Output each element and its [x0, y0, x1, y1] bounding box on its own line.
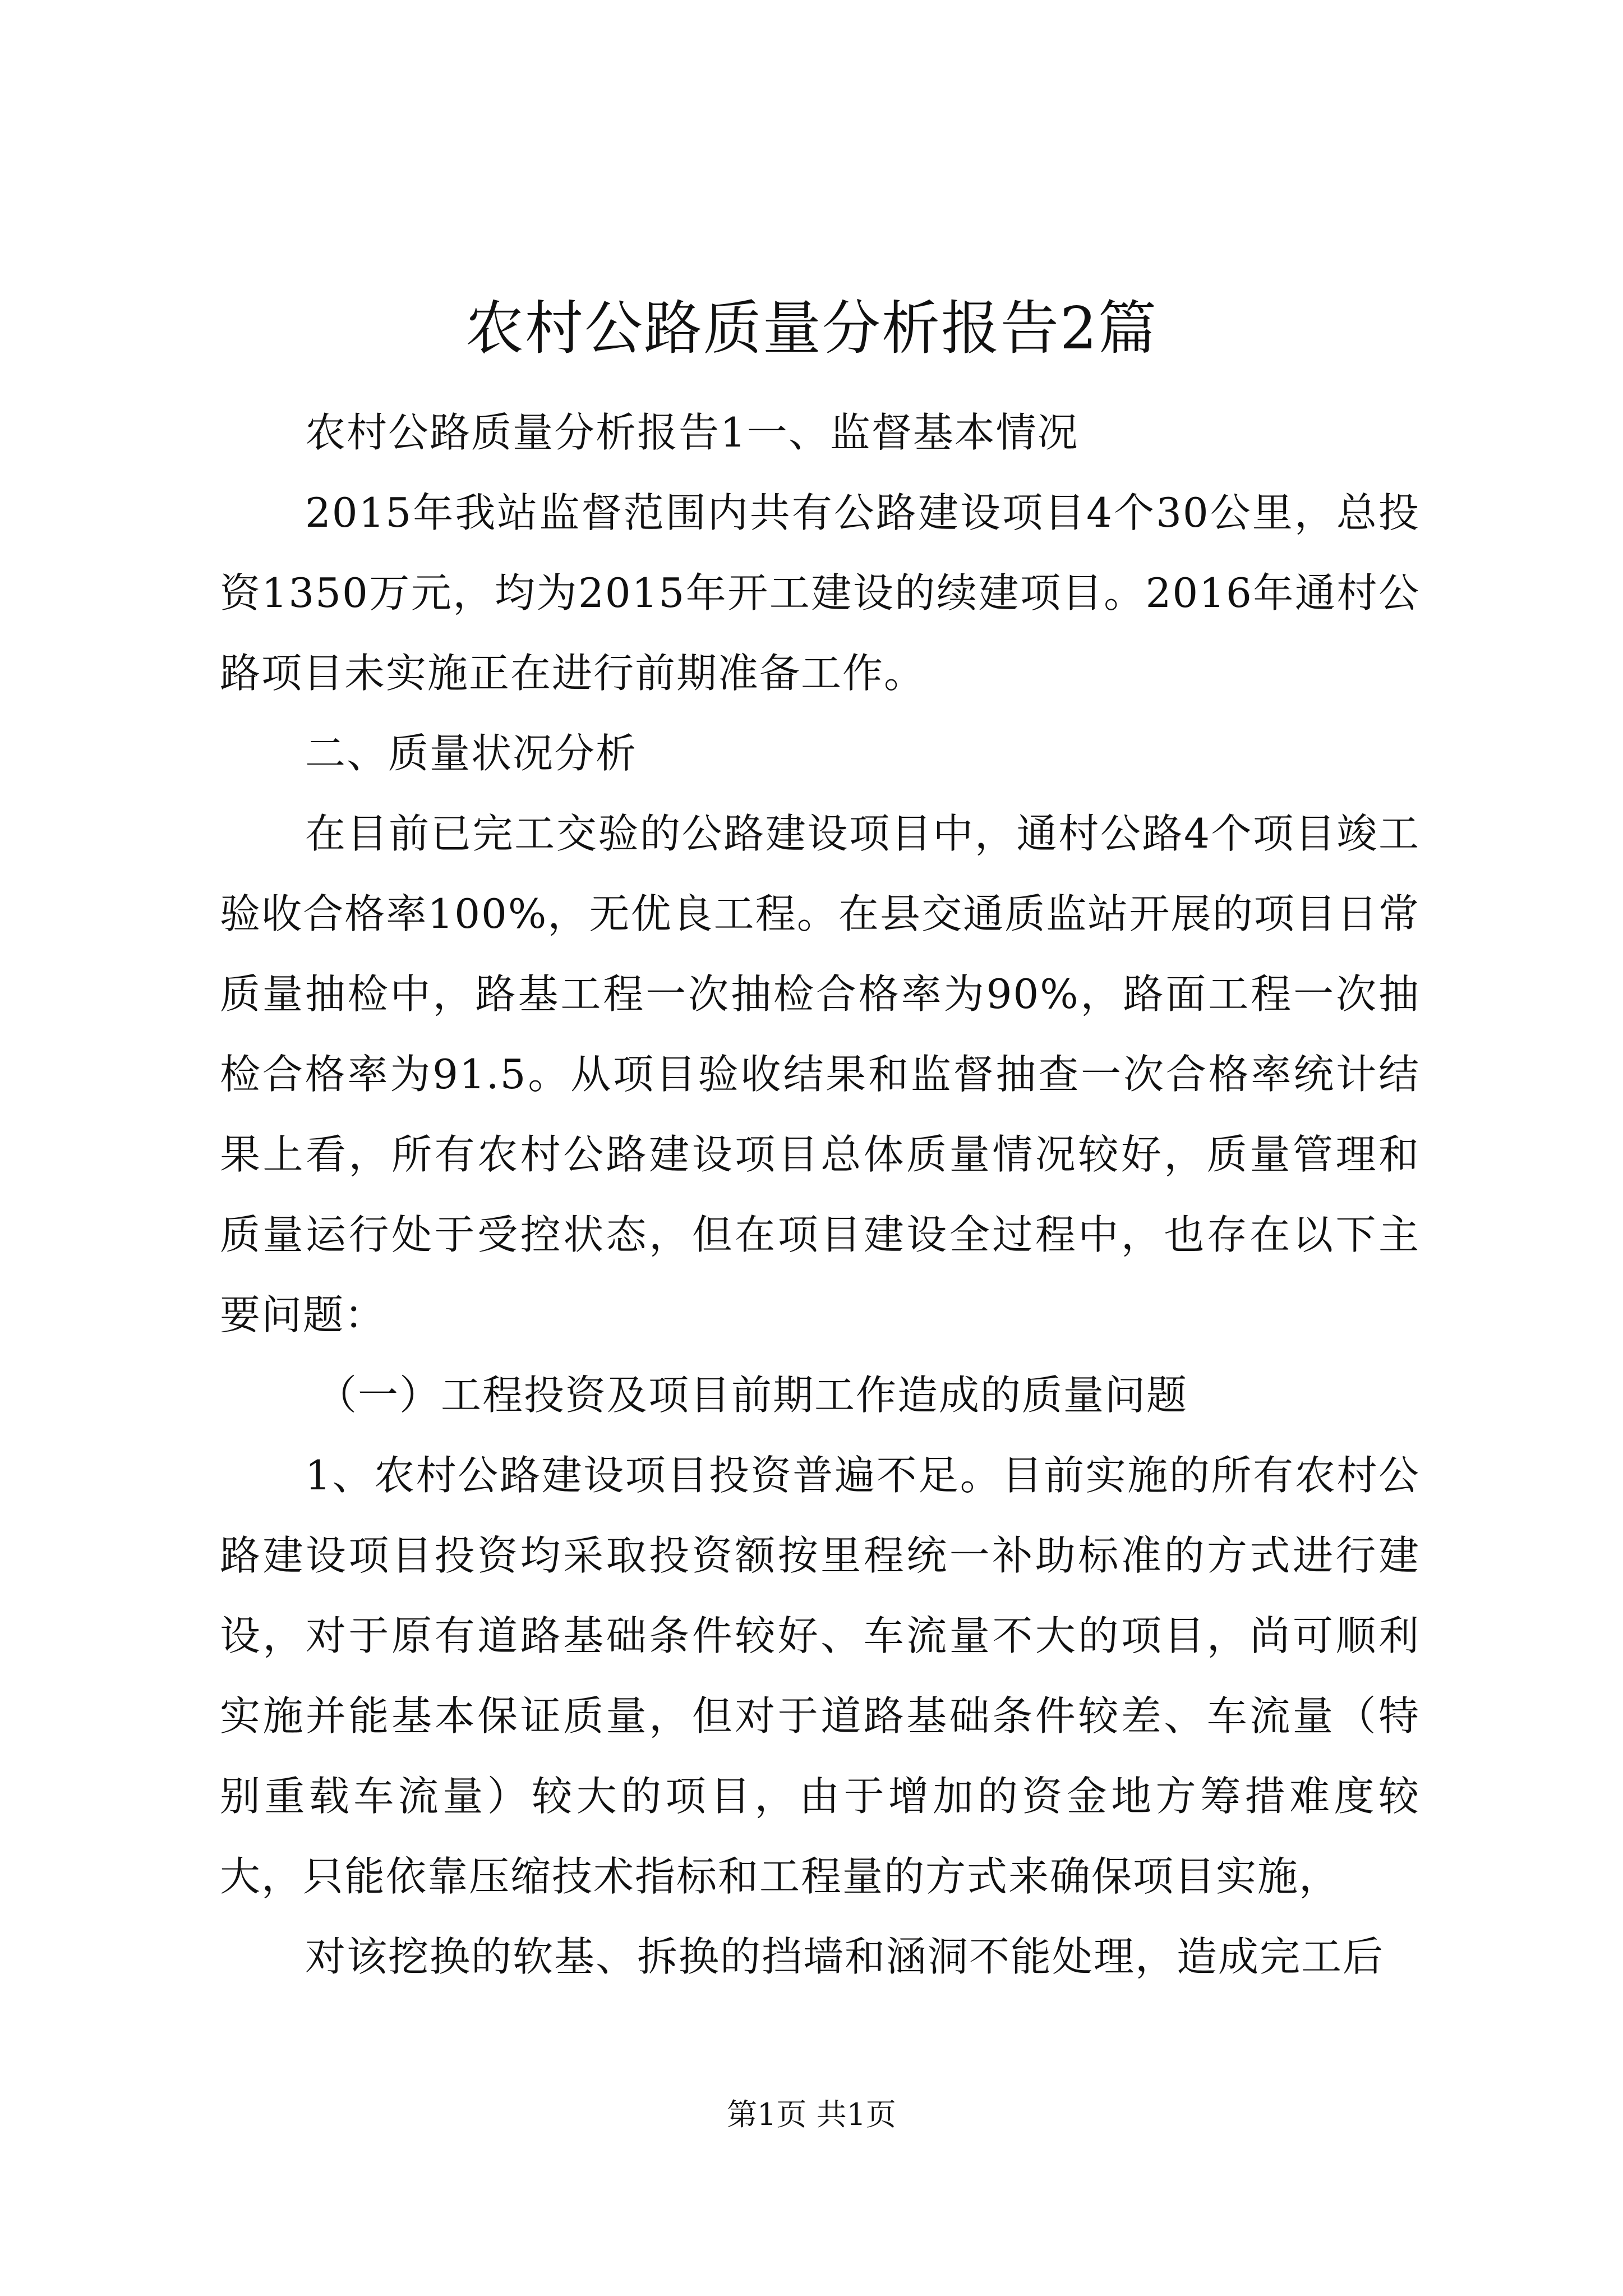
paragraph-section-heading-1: 农村公路质量分析报告1一、监督基本情况 — [305, 409, 1079, 456]
page-footer: 第1页 共1页 — [727, 2097, 896, 2132]
paragraph-section-heading-2: 二、质量状况分析 — [305, 730, 638, 777]
document-title: 农村公路质量分析报告2篇 — [465, 294, 1158, 362]
document-body — [220, 393, 1420, 1997]
paragraph: 1、农村公路建设项目投资普遍不足。目前实施的所有农村公路建设项目投资均采取投资额按里程统一补助标准的方式进行建设，对于原有道路基础条件较好、车流量不大的项目，尚可顺利实施并能基本保证质量，但对于道路基础条件较差、车流量（特别重载车流量）较大的项目，由于增加的资金地方筹措难度较大，只能依靠压缩技术指标和工程量的方式来确保项目实施， — [220, 1452, 1420, 1900]
paragraph: 2015年我站监督范围内共有公路建设项目4个30公里，总投资1350万元，均为2015年开工建设的续建项目。2016年通村公路项目未实施正在进行前期准备工作。 — [220, 489, 1420, 697]
paragraph-subheading: （一）工程投资及项目前期工作造成的质量问题 — [316, 1372, 1188, 1419]
paragraph: 对该挖换的软基、拆换的挡墙和涵洞不能处理，造成完工后 — [305, 1933, 1385, 1980]
paragraph: 在目前已完工交验的公路建设项目中，通村公路4个项目竣工验收合格率100%，无优良工程。在县交通质监站开展的项目日常质量抽检中，路基工程一次抽检合格率为90%，路面工程一次抽检合格率为91.5。从项目验收结果和监督抽查一次合格率统计结果上看，所有农村公路建设项目总体质量情况较好，质量管理和质量运行处于受控状态，但在项目建设全过程中，也存在以下主要问题： — [220, 810, 1420, 1338]
